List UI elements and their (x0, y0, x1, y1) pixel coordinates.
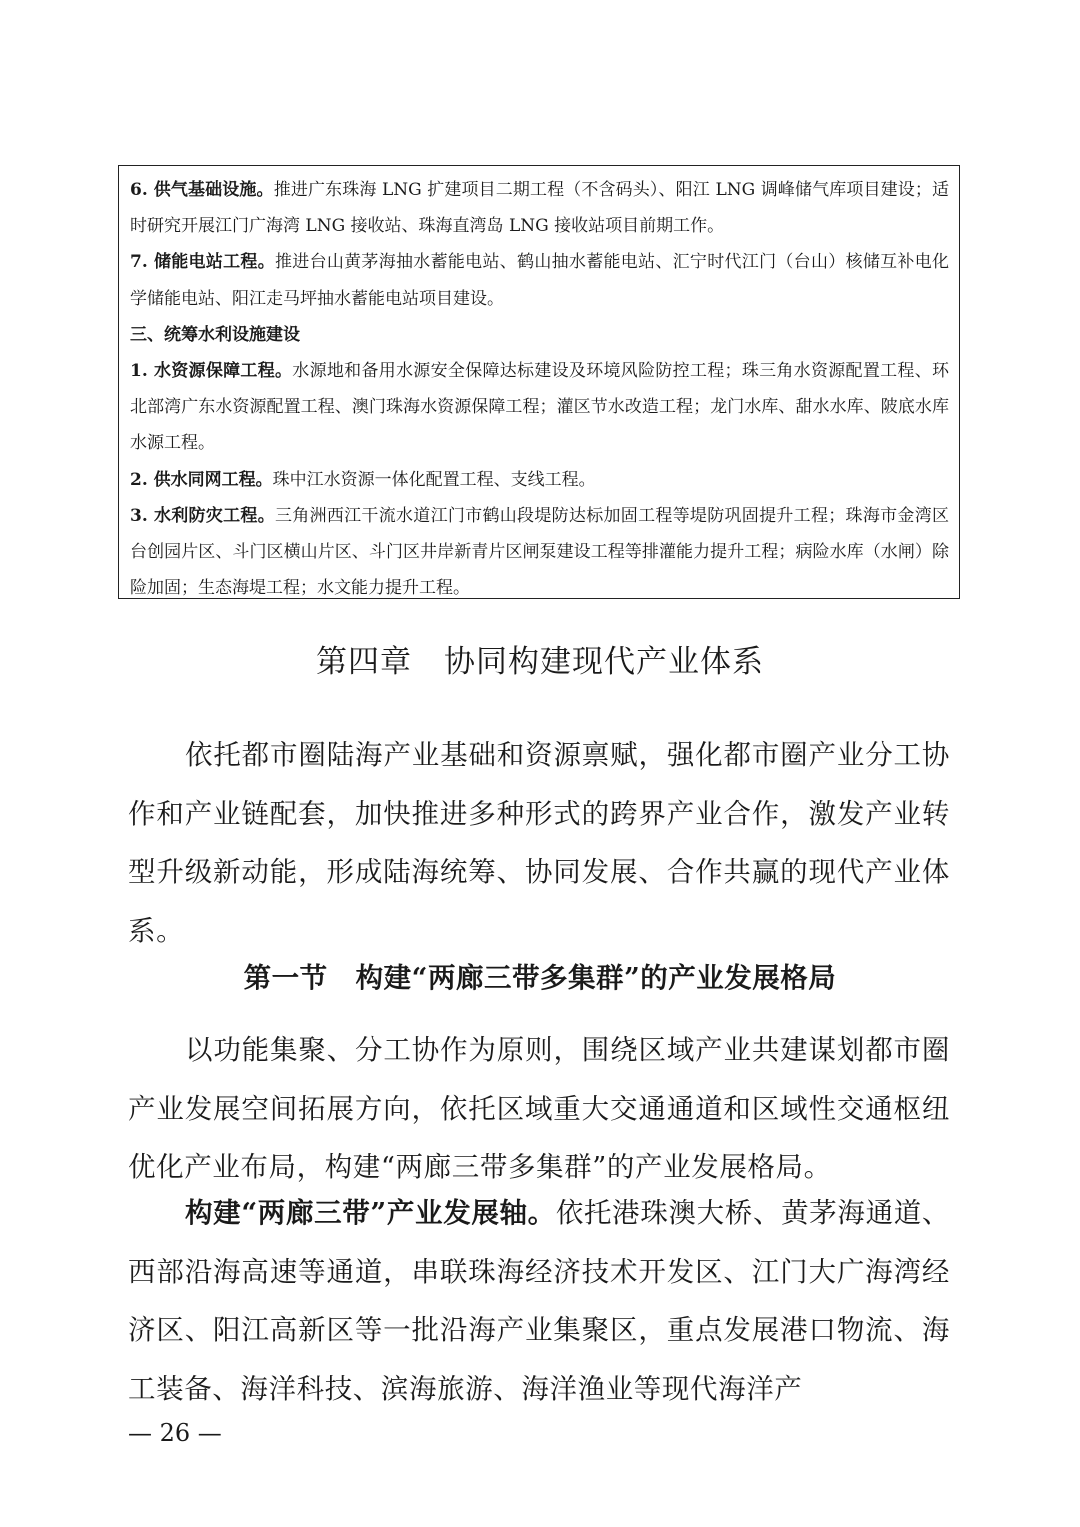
section-title: 第一节 构建“两廊三带多集群”的产业发展格局 (243, 962, 837, 994)
item-text: 推进广东珠海 LNG 扩建项目二期工程（不含码头）、阳江 LNG 调峰储气库项目建设；适时研究开展江门广海湾 LNG 接收站、珠海直湾岛 LNG 接收站项目前期工作。 (130, 180, 949, 237)
item-gas-infrastructure (130, 172, 949, 244)
item-label: 7. 储能电站工程。 (130, 252, 275, 273)
subheading-water-facilities (130, 317, 949, 353)
item-label: 3. 水利防灾工程。 (130, 505, 275, 526)
axis-paragraph (128, 1184, 950, 1418)
chapter-title: 第四章 协同构建现代产业体系 (316, 644, 764, 680)
item-label: 三、统筹水利设施建设 (130, 324, 300, 345)
item-water-supply-network (130, 462, 949, 498)
item-flood-prevention (130, 498, 949, 607)
section-paragraph: 以功能集聚、分工协作为原则，围绕区域产业共建谋划都市圈产业发展空间拓展方向，依托区域重大交通通道和区域性交通枢纽优化产业布局，构建“两廊三带多集群”的产业发展格局。 (128, 1034, 950, 1183)
item-label: 1. 水资源保障工程。 (130, 361, 293, 382)
item-text: 水源地和备用水源安全保障达标建设及环境风险防控工程；珠三角水资源配置工程、环北部湾广东水资源配置工程、澳门珠海水资源保障工程；灌区节水改造工程；龙门水库、甜水水库、陂底水库水源工程。 (130, 361, 949, 454)
item-water-resources (130, 353, 949, 462)
item-label: 2. 供水同网工程。 (130, 469, 273, 490)
axis-paragraph-lead: 构建“两廊三带”产业发展轴。 (185, 1197, 556, 1229)
item-text: 三角洲西江干流水道江门市鹤山段堤防达标加固工程等堤防巩固提升工程；珠海市金湾区台创园片区、斗门区横山片区、斗门区井岸新青片区闸泵建设工程等排灌能力提升工程；病险水库（水闸）除险加固；生态海堤工程；水文能力提升工程。 (130, 505, 949, 599)
page-number: — 26 — (128, 1419, 222, 1447)
item-text: 珠中江水资源一体化配置工程、支线工程。 (272, 469, 596, 490)
item-label: 6. 供气基础设施。 (130, 180, 274, 200)
item-text: 推进台山黄茅海抽水蓄能电站、鹤山抽水蓄能电站、汇宁时代江门（台山）核储互补电化学储能电站、阳江走马坪抽水蓄能电站项目建设。 (130, 252, 949, 309)
axis-paragraph-text: 依托港珠澳大桥、黄茅海通道、西部沿海高速等通道，串联珠海经济技术开发区、江门大广海湾经济区、阳江高新区等一批沿海产业集聚区，重点发展港口物流、海工装备、海洋科技、滨海旅游、海洋渔业等现代海洋产 (128, 1197, 950, 1405)
item-energy-storage (130, 244, 949, 316)
intro-paragraph: 依托都市圈陆海产业基础和资源禀赋，强化都市圈产业分工协作和产业链配套，加快推进多种形式的跨界产业合作，激发产业转型升级新动能，形成陆海统筹、协同发展、合作共赢的现代产业体系。 (128, 739, 950, 947)
project-list-box (118, 165, 960, 599)
